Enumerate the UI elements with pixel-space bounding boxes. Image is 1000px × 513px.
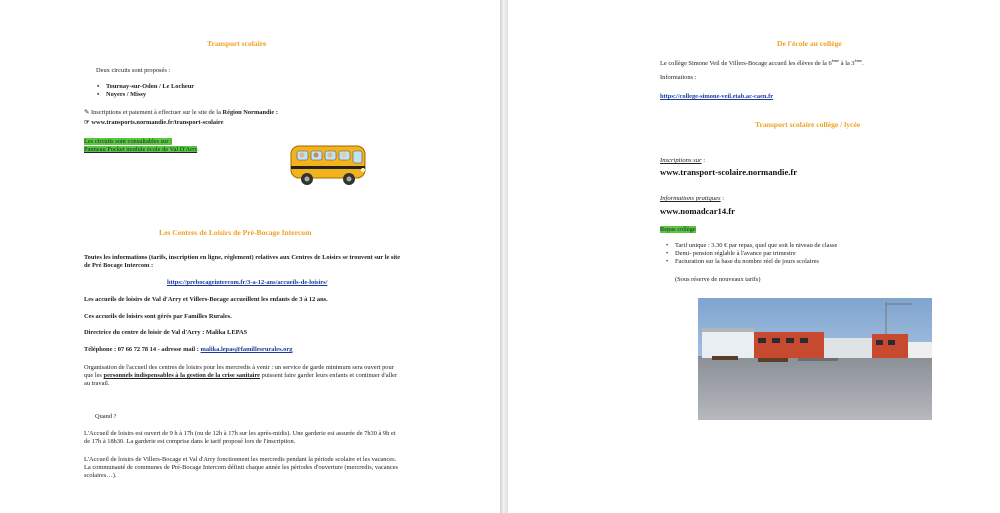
repas-title: Repas collège	[660, 226, 696, 233]
inscriptions-row: Inscriptions sur :	[660, 157, 706, 164]
horaires-paragraph: L'Accueil de loisirs est ouvert de 9 h à 17h (ou de 12h à 17h sur les après-midis). Une garderie est assurée de 7h30 à 9h et de 17h à 18h30. La garderie est comprise dans le tarif proposé lors de l'inscription.	[84, 430, 396, 445]
circuit-item: • Noyers / Missy	[106, 91, 194, 99]
school-bus-icon	[287, 140, 371, 188]
transport-college-title: Transport scolaire collège / lycée	[755, 120, 861, 129]
fonctionnement-paragraph: L'Accueil de loisirs de Villers-Bocage et Val d'Arry fonctionnent les mercredis pendant la période scolaire et les vacances. La communauté de communes de Pré-Bocage Intercom définit chaque année les périodes d'ouverture (mercredis, vacances scolaires…).	[84, 456, 398, 479]
reserve-note: (Sous réserve de nouveaux tarifs)	[675, 276, 761, 283]
transport-title: Transport scolaire	[207, 39, 267, 48]
informations-label: Informations :	[660, 74, 697, 81]
repas-list	[675, 242, 837, 266]
college-line: Le collège Simone Veil de Villers-Bocage accueil les élèves de la 6ème à la 3ème.	[660, 58, 864, 68]
repas-item: • Demi- pension réglable à l'avance par trimestre	[675, 250, 837, 258]
pratiques-url[interactable]: www.nomadcar14.fr	[660, 206, 735, 216]
repas-item: • Tarif unique : 3.30 € par repas, quel que soit le niveau de classe	[675, 242, 837, 250]
email-link[interactable]: malika.lepas@famillesrurales.org	[200, 346, 293, 353]
loisirs-title: Les Centres de Loisirs de Pré-Bocage Intercom	[159, 228, 312, 237]
right-page	[508, 0, 1000, 513]
page-gutter	[500, 0, 508, 513]
organisation-paragraph: Organisation de l'accueil des centres de loisirs pour les mercredis à venir : un service de garde minimum sera ouvert pour que les personnels indispensables à la gestion de la crise sanitaire puissent faire garder leurs enfants et continuer d'aller au travail.	[84, 364, 398, 387]
transport-url[interactable]: www.transports.normandie.fr/transport-scolaire	[91, 119, 224, 126]
circuit-item: • Tournay-sur-Odon / Le Locheur	[106, 83, 194, 91]
geres-line: Ces accueils de loisirs sont gérés par Familles Rurales.	[84, 313, 232, 320]
inscriptions-line: ✎ Inscriptions et paiement à effectuer sur le site de la Région Normandie :	[84, 109, 278, 116]
college-url[interactable]: https://college-simone-veil.etab.ac-caen.fr	[660, 93, 774, 100]
circuits-intro: Deux circuits sont proposés :	[96, 67, 171, 74]
hand-pointer-icon: ☞	[84, 119, 90, 126]
info-paragraph: Toutes les informations (tarifs, inscription en ligne, règlement) relatives aux Centres de Loisirs se trouvent sur le site de Pré Bocage Intercom :	[84, 254, 401, 269]
repas-item: • Facturation sur la base du nombre réel de jours scolaires	[675, 258, 837, 266]
transport-url-line	[84, 119, 223, 127]
circuits-list	[106, 83, 194, 99]
accueils-line: Les accueils de loisirs de Val d'Arry et Villers-Bocage accueillent les enfants de 3 à 12 ans.	[84, 296, 328, 303]
personnels-link: personnels indispensables à la gestion de la crise sanitaire	[103, 372, 261, 379]
college-title: De l'école au collège	[777, 39, 842, 48]
pratiques-row: Informations pratiques :	[660, 195, 725, 202]
pin-icon: ✎	[84, 109, 90, 116]
loisirs-url[interactable]: https://prebocageintercom.fr/3-a-12-ans/accueils-de-loisirs/	[167, 279, 328, 286]
phone-line: Téléphone : 07 66 72 78 14 - adresse mail : malika.lepas@famillesrurales.org	[84, 346, 293, 353]
quand-heading: Quand ?	[95, 413, 117, 420]
directrice-line: Directrice du centre de loisir de Val d'Arry : Malika LEPAS	[84, 329, 248, 336]
inscriptions-url[interactable]: www.transport-scolaire.normandie.fr	[660, 167, 798, 177]
college-building-photo	[698, 298, 932, 420]
circuits-highlight: Les circuits sont consultables sur : Panneau Pocket module école de Val D'Arry.	[84, 138, 199, 153]
